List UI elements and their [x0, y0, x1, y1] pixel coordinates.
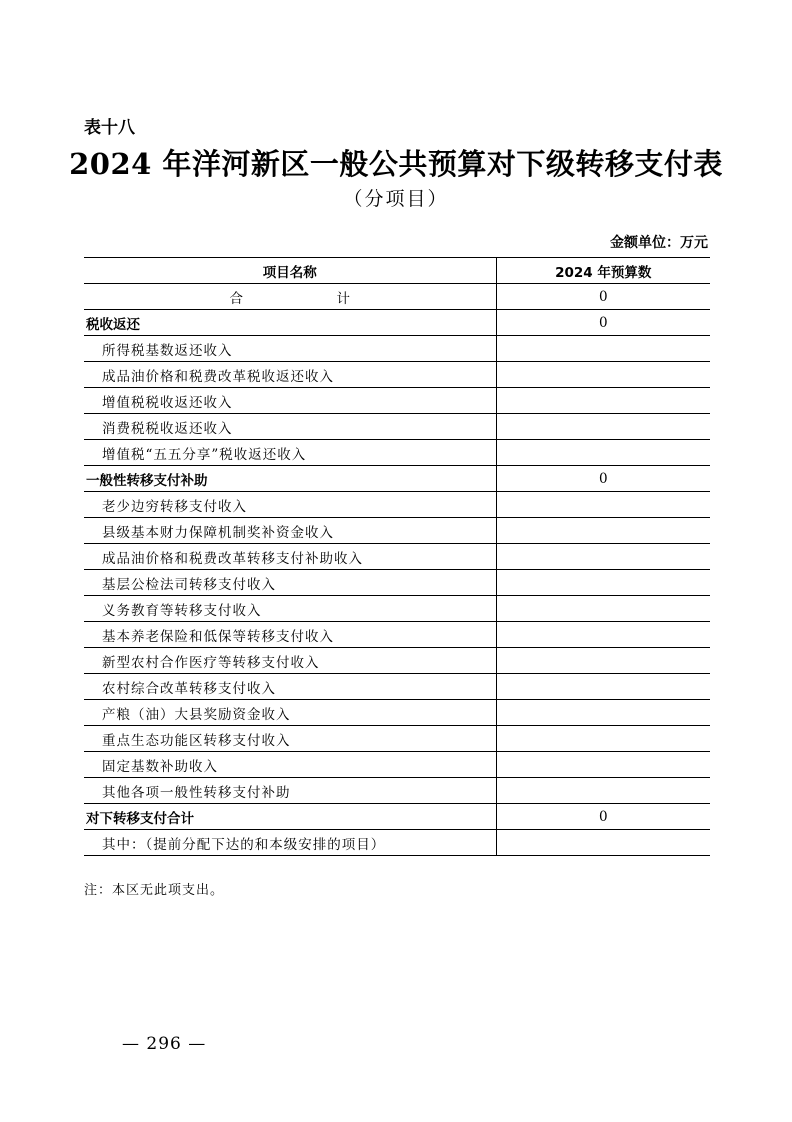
- table-row: [84, 492, 710, 518]
- budget-value: 0: [496, 466, 710, 492]
- item-name: 其中：（提前分配下达的和本级安排的项目）: [84, 830, 496, 856]
- budget-value: [496, 570, 710, 596]
- table-row: [84, 726, 710, 752]
- item-name: 增值税税收返还收入: [84, 388, 496, 414]
- category-name: 对下转移支付合计: [84, 804, 496, 830]
- table-row: [84, 596, 710, 622]
- table-row: [84, 778, 710, 804]
- column-header-budget: 2024 年预算数: [496, 258, 710, 284]
- total-value: 0: [496, 284, 710, 310]
- budget-value: [496, 518, 710, 544]
- table-row: [84, 388, 710, 414]
- table-number: 表十八: [84, 118, 135, 138]
- item-name: 产粮（油）大县奖励资金收入: [84, 700, 496, 726]
- budget-value: [496, 596, 710, 622]
- table-row: [84, 700, 710, 726]
- item-name: 其他各项一般性转移支付补助: [84, 778, 496, 804]
- budget-value: [496, 440, 710, 466]
- table-row: [84, 570, 710, 596]
- item-name: 基层公检法司转移支付收入: [84, 570, 496, 596]
- item-name: 新型农村合作医疗等转移支付收入: [84, 648, 496, 674]
- table-row: [84, 518, 710, 544]
- page-subtitle: （分项目）: [343, 188, 449, 210]
- budget-value: [496, 336, 710, 362]
- total-label: 合 计: [84, 284, 496, 310]
- table-row: [84, 336, 710, 362]
- table-row: [84, 674, 710, 700]
- table-row: [84, 544, 710, 570]
- category-row: [84, 804, 710, 830]
- item-name: 所得税基数返还收入: [84, 336, 496, 362]
- table-row: [84, 440, 710, 466]
- total-row: [84, 284, 710, 310]
- item-name: 成品油价格和税费改革税收返还收入: [84, 362, 496, 388]
- budget-value: [496, 414, 710, 440]
- table-row: [84, 648, 710, 674]
- budget-value: [496, 492, 710, 518]
- table-row: [84, 830, 710, 856]
- page-number: — 296 —: [122, 1034, 207, 1054]
- table-row: [84, 752, 710, 778]
- page-title: 2024 年洋河新区一般公共预算对下级转移支付表: [69, 147, 723, 181]
- budget-value: [496, 830, 710, 856]
- budget-value: [496, 726, 710, 752]
- column-header-name: 项目名称: [84, 258, 496, 284]
- budget-value: [496, 752, 710, 778]
- table-row: [84, 622, 710, 648]
- budget-value: [496, 674, 710, 700]
- table-row: [84, 414, 710, 440]
- table-row: [84, 362, 710, 388]
- budget-value: [496, 544, 710, 570]
- budget-value: 0: [496, 310, 710, 336]
- item-name: 老少边穷转移支付收入: [84, 492, 496, 518]
- budget-value: [496, 388, 710, 414]
- category-name: 税收返还: [84, 310, 496, 336]
- budget-value: [496, 622, 710, 648]
- budget-value: [496, 362, 710, 388]
- item-name: 农村综合改革转移支付收入: [84, 674, 496, 700]
- transfer-payment-table: [84, 257, 710, 856]
- item-name: 义务教育等转移支付收入: [84, 596, 496, 622]
- item-name: 重点生态功能区转移支付收入: [84, 726, 496, 752]
- item-name: 增值税“五五分享”税收返还收入: [84, 440, 496, 466]
- budget-value: 0: [496, 804, 710, 830]
- category-row: [84, 310, 710, 336]
- item-name: 基本养老保险和低保等转移支付收入: [84, 622, 496, 648]
- table-header-row: [84, 258, 710, 284]
- category-row: [84, 466, 710, 492]
- amount-unit: 金额单位：万元: [610, 235, 708, 251]
- budget-value: [496, 778, 710, 804]
- item-name: 固定基数补助收入: [84, 752, 496, 778]
- budget-value: [496, 700, 710, 726]
- budget-value: [496, 648, 710, 674]
- item-name: 消费税税收返还收入: [84, 414, 496, 440]
- item-name: 县级基本财力保障机制奖补资金收入: [84, 518, 496, 544]
- category-name: 一般性转移支付补助: [84, 466, 496, 492]
- footnote: 注：本区无此项支出。: [84, 883, 225, 898]
- item-name: 成品油价格和税费改革转移支付补助收入: [84, 544, 496, 570]
